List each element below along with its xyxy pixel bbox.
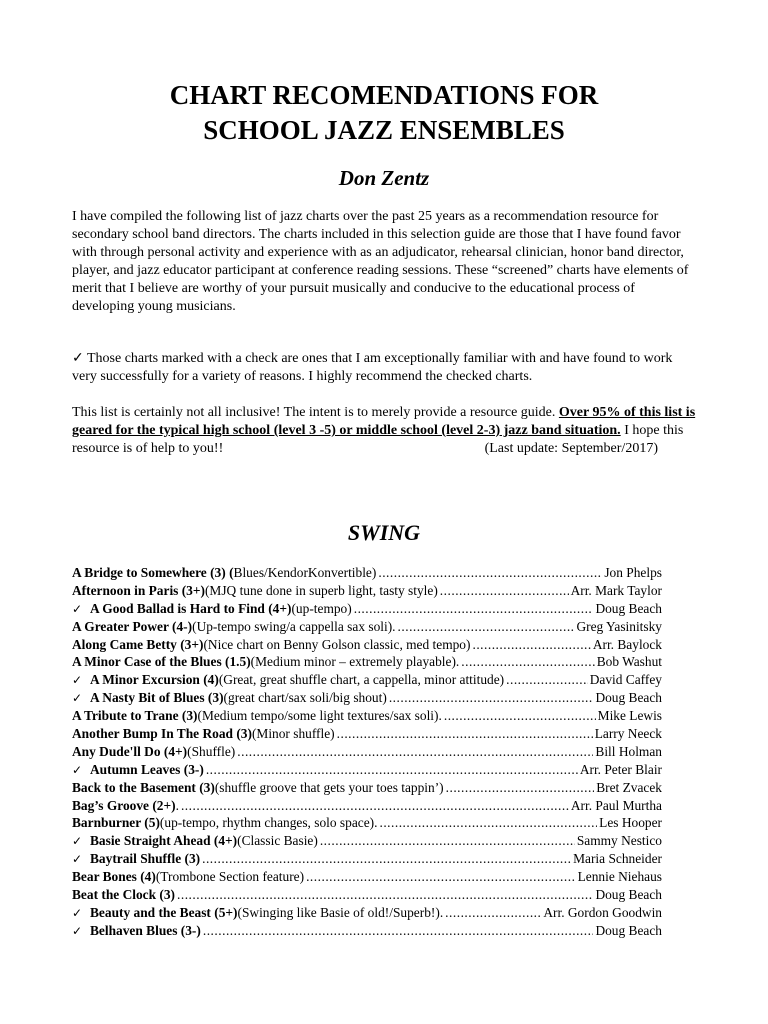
check-note-paragraph: ✓ Those charts marked with a check are ones that I am exceptionally familiar with and have found to work very successfully for a variety of reasons. I highly recommend the checked charts. — [72, 351, 673, 384]
last-update: (Last update: September/2017) — [484, 441, 658, 456]
chart-arranger: Mike Lewis — [597, 708, 662, 724]
chart-description: (Minor shuffle) — [251, 726, 335, 742]
leader-dots — [398, 619, 575, 635]
check-mark-icon: ✓ — [72, 673, 83, 688]
list-item — [72, 815, 662, 833]
chart-title: Along Came Betty (3+) — [72, 636, 204, 652]
chart-description: (Up-tempo swing/a cappella sax soli). — [192, 618, 396, 634]
list-item — [72, 708, 662, 726]
list-note-closing: I hope this resource is of help to you!! — [72, 423, 684, 456]
chart-arranger: Greg Yasinitsky — [576, 618, 662, 634]
list-item — [72, 923, 662, 941]
chart-title: Afternoon in Paris (3+) — [72, 582, 205, 598]
leader-dots — [206, 762, 578, 778]
document-title-line-2: SCHOOL JAZZ ENSEMBLES — [203, 115, 565, 145]
check-mark-icon: ✓ — [72, 905, 83, 920]
list-item — [72, 672, 662, 690]
list-note-paragraph — [72, 404, 700, 458]
chart-arranger: Doug Beach — [595, 887, 662, 903]
chart-title: Bear Bones (4) — [72, 869, 156, 885]
chart-arranger: Bret Zvacek — [596, 779, 662, 795]
leader-dots — [472, 637, 590, 653]
chart-description: (up-tempo) — [291, 600, 352, 616]
chart-description: (Shuffle) — [187, 743, 236, 759]
leader-dots — [237, 744, 593, 760]
chart-arranger: Bill Holman — [595, 743, 662, 759]
chart-description: (Swinging like Basie of old!/Superb!). — [237, 904, 444, 920]
chart-title: A Minor Case of the Blues (1.5) — [72, 654, 251, 670]
chart-title: Autumn Leaves (3-) — [90, 761, 204, 777]
chart-title: A Good Ballad is Hard to Find (4+) — [90, 600, 292, 616]
chart-description: (great chart/sax soli/big shout) — [223, 690, 387, 706]
chart-arranger: Bob Washut — [596, 654, 662, 670]
list-item — [72, 601, 662, 619]
list-item — [72, 762, 662, 780]
list-item — [72, 869, 662, 887]
chart-description: (MJQ tune done in superb light, tasty style) — [204, 582, 438, 598]
author-name: Don Zentz — [338, 166, 430, 190]
chart-title: Basie Straight Ahead (4+) — [90, 833, 238, 849]
check-mark-icon: ✓ — [72, 601, 83, 616]
chart-arranger: Doug Beach — [595, 600, 662, 616]
chart-arranger: Arr. Mark Taylor — [570, 582, 662, 598]
list-item — [72, 833, 662, 851]
check-mark-icon: ✓ — [72, 923, 83, 938]
chart-title: Back to the Basement (3) — [72, 779, 215, 795]
list-item — [72, 690, 662, 708]
list-note-emphasis: Over 95% of this list is geared for the typical high school (level 3 -5) or middle school (level 2-3) jazz band situation. — [72, 405, 696, 438]
list-item — [72, 905, 662, 923]
chart-description: Blues/KendorKonvertible) — [233, 565, 377, 580]
chart-title: A Greater Power (4-) — [72, 618, 193, 634]
leader-dots — [306, 869, 576, 885]
check-mark-icon: ✓ — [72, 834, 83, 849]
list-item — [72, 654, 662, 672]
chart-arranger: David Caffey — [589, 672, 662, 688]
chart-title: Another Bump In The Road (3) — [72, 726, 252, 742]
chart-title: Belhaven Blues (3-) — [90, 922, 201, 938]
chart-list — [72, 565, 662, 941]
leader-dots — [337, 726, 593, 742]
leader-dots — [446, 780, 595, 796]
chart-title: A Minor Excursion (4) — [90, 672, 219, 688]
leader-dots — [445, 905, 541, 921]
list-item — [72, 565, 662, 583]
chart-arranger: Arr. Gordon Goodwin — [543, 904, 662, 920]
list-item — [72, 798, 662, 816]
list-note-text: This list is certainly not all inclusive! The intent is to merely provide a resource guide. — [72, 405, 559, 420]
leader-dots — [444, 708, 596, 724]
chart-description: (Great, great shuffle chart, a cappella, minor attitude) — [218, 672, 505, 688]
chart-description: (Medium tempo/some light textures/sax soli). — [197, 708, 442, 724]
list-item — [72, 583, 662, 601]
chart-description: (up-tempo, rhythm changes, solo space). — [159, 815, 378, 831]
leader-dots — [177, 887, 593, 903]
check-mark-icon: ✓ — [72, 852, 83, 867]
chart-title: Beat the Clock (3) — [72, 887, 176, 903]
list-item — [72, 619, 662, 637]
chart-description: . — [175, 797, 179, 813]
chart-arranger: Les Hooper — [599, 815, 662, 831]
list-item — [72, 744, 662, 762]
chart-arranger: Doug Beach — [595, 922, 662, 938]
leader-dots — [506, 672, 588, 688]
leader-dots — [389, 690, 594, 706]
chart-arranger: Arr. Peter Blair — [579, 761, 662, 777]
chart-arranger: Maria Schneider — [573, 851, 662, 867]
chart-arranger: Larry Neeck — [594, 726, 662, 742]
chart-description: (Medium minor – extremely playable). — [250, 654, 460, 670]
list-item — [72, 726, 662, 744]
leader-dots — [181, 798, 569, 814]
chart-title: Baytrail Shuffle (3) — [90, 851, 201, 867]
chart-arranger: Sammy Nestico — [576, 833, 662, 849]
chart-title: Any Dude'll Do (4+) — [72, 743, 188, 759]
chart-arranger: Doug Beach — [595, 690, 662, 706]
leader-dots — [461, 654, 594, 670]
leader-dots — [440, 583, 569, 599]
list-item — [72, 780, 662, 798]
document-title-line-1: CHART RECOMENDATIONS FOR — [169, 80, 599, 110]
list-item — [72, 851, 662, 869]
chart-arranger: Arr. Baylock — [592, 636, 662, 652]
intro-paragraph: I have compiled the following list of jazz charts over the past 25 years as a recommendation resource for secondary school band directors. The charts included in this selection guide are those that I have found favor with through personal activity and experience with as an adjudicator, rehearsal clinician, honor band director, player, and jazz educator participant at conference reading sessions. These “screened” charts have elements of merit that I believe are worthy of your pursuit musically and conducive to the educational process of developing young musicians. — [72, 209, 689, 314]
chart-title: Bag’s Groove (2+) — [72, 797, 176, 813]
chart-arranger: Arr. Paul Murtha — [570, 797, 662, 813]
leader-dots — [379, 815, 597, 831]
chart-title: Barnburner (5) — [72, 815, 160, 831]
check-mark-icon: ✓ — [72, 691, 83, 706]
leader-dots — [320, 833, 575, 849]
chart-title: Beauty and the Beast (5+) — [90, 904, 238, 920]
chart-description: (Nice chart on Benny Golson classic, med tempo) — [203, 636, 471, 652]
leader-dots — [354, 601, 594, 617]
chart-title: A Nasty Bit of Blues (3) — [90, 690, 224, 706]
leader-dots — [378, 565, 602, 581]
chart-arranger: Lennie Niehaus — [577, 869, 662, 885]
chart-title: A Bridge to Somewhere (3) ( — [72, 565, 234, 580]
list-item — [72, 887, 662, 905]
chart-description: (shuffle groove that gets your toes tappin’) — [214, 779, 444, 795]
section-heading-swing: SWING — [347, 520, 421, 545]
check-mark-icon: ✓ — [72, 762, 83, 777]
list-item — [72, 637, 662, 655]
chart-title: A Tribute to Trane (3) — [72, 708, 198, 724]
chart-arranger: Jon Phelps — [604, 565, 662, 580]
leader-dots — [202, 851, 571, 867]
chart-description: (Classic Basie) — [237, 833, 318, 849]
chart-description: (Trombone Section feature) — [155, 869, 305, 885]
leader-dots — [203, 923, 594, 939]
